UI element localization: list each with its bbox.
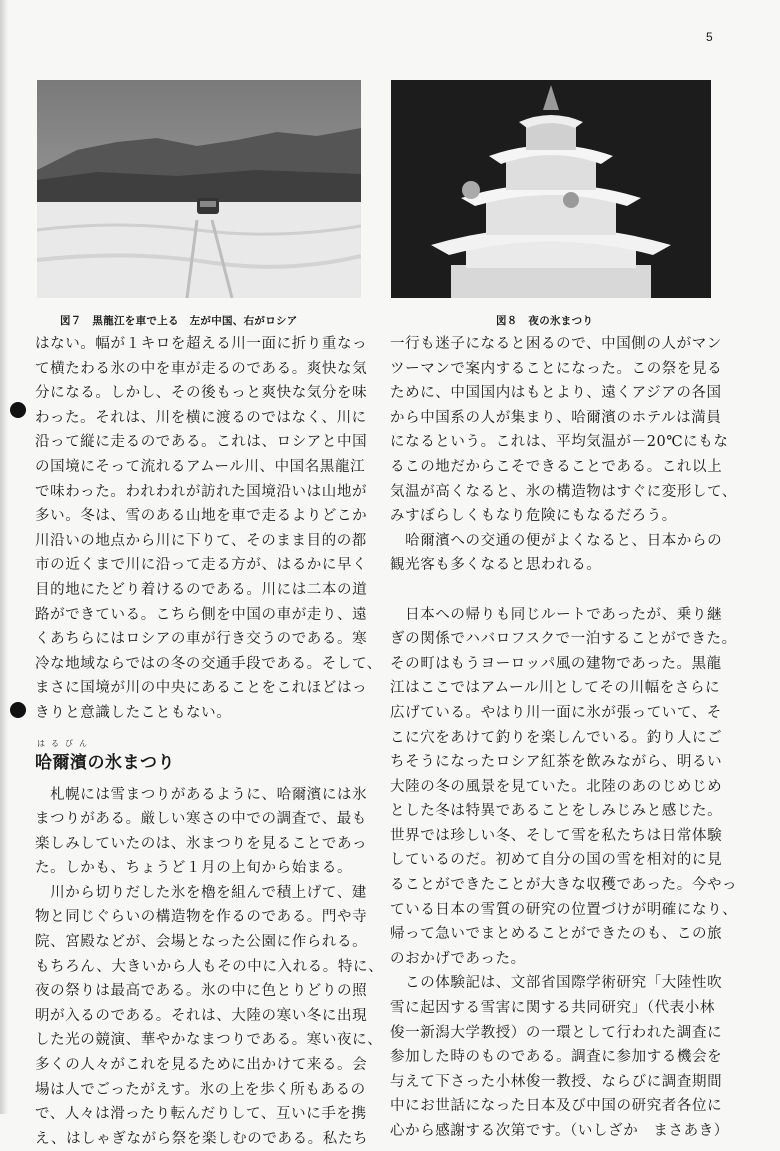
text-line: 観光客も多くなると思われる。: [390, 557, 602, 574]
text-line: のおかげであった。: [390, 950, 526, 967]
text-line: 物と同じぐらいの構造物を作るのである。門や寺: [35, 909, 368, 926]
text-line: 帰って急いでまとめることができたのも、この旅: [390, 926, 723, 943]
text-line: 多い。冬は、雪のある山地を車で走るよりどこか: [35, 508, 368, 525]
text-line: え、はしゃぎながら祭を楽しむのである。私たち: [35, 1130, 369, 1147]
text-line: になるという。これは、平均気温が－20℃にもな: [390, 434, 729, 451]
text-line: ために、中国国内はもとより、遠くアジアの各国: [390, 385, 722, 402]
text-line: るこの地だからこそできることである。これ以上: [390, 458, 723, 475]
text-line: 楽しみしていたのは、氷まつりを見ることであっ: [35, 835, 368, 852]
text-line: 与えて下さった小林俊一教授、ならびに調査期間: [390, 1073, 723, 1090]
text-line: 哈爾濱への交通の便がよくなると、日本からの: [390, 532, 723, 549]
text-line: 札幌には雪まつりがあるように、哈爾濱には氷: [35, 786, 368, 803]
text-line: 中にお世話になった日本及び中国の研究者各位に: [390, 1098, 723, 1115]
paragraph-gap: [390, 578, 716, 603]
figure-7-photo: [37, 80, 361, 298]
text-line: 世界では珍しい冬、そして雪を私たちは日常体験: [390, 827, 723, 844]
text-line: ツーマンで案内することになった。この祭を見る: [390, 360, 723, 377]
text-line: 分になる。しかし、その後もっと爽快な気分を味: [35, 385, 368, 402]
text-line: 多くの人々がこれを見るために出かけて来る。会: [35, 1057, 368, 1074]
text-line: 冷な地域ならではの冬の交通手段である。そして、: [35, 655, 382, 672]
text-line: 川から切りだした氷を櫓を組んで積上げて、建: [35, 884, 367, 901]
text-line: まさに国境が川の中央にあることをこれほどはっ: [35, 680, 368, 697]
text-line: 俊一新潟大学教授）の一環として行われた調査に: [390, 1024, 723, 1041]
text-line: はない。幅が１キロを超える川一面に折り重なっ: [35, 336, 368, 352]
text-line: この体験記は、文部省国際学術研究「大陸性吹: [390, 975, 723, 992]
text-line: した光の競演、華やかなまつりである。寒い夜に、: [35, 1032, 383, 1049]
left-column: [35, 332, 384, 1151]
text-line: 一行も迷子になると困るので、中国側の人がマン: [390, 336, 722, 352]
figure-7-caption: 図７ 黒龍江を車で上る 左が中国、右がロシア: [60, 315, 298, 327]
text-line: て横たわる氷の中を車が走るのである。爽快な気: [35, 360, 368, 377]
text-line: ている日本の雪質の研究の位置づけが明確になり、: [390, 901, 738, 918]
figure-8-caption: 図８ 夜の氷まつり: [496, 315, 594, 327]
section-heading: 哈爾濱の氷まつり: [35, 752, 175, 772]
text-line: 明が入るのである。それは、大陸の寒い冬に出現: [35, 1007, 368, 1024]
text-line: 江はここではアムール川としてその川幅をさらに: [390, 680, 721, 697]
text-line: 広げている。やはり川一面に氷が張っていて、そ: [390, 704, 722, 721]
text-line: 気温が高くなると、氷の構造物はすぐに変形して、: [390, 483, 738, 500]
text-line: ちそうになったロシア紅茶を飲みながら、明るい: [390, 754, 723, 771]
section-heading-block: [35, 734, 361, 783]
page-number: 5: [706, 30, 713, 44]
text-line: くあちらにはロシアの車が行き交うのである。寒: [35, 631, 368, 648]
right-column: [390, 332, 738, 1144]
text-line: 川沿いの地点から川に下りて、そのまま目的の都: [35, 532, 367, 549]
text-line: きりと意識したこともない。: [35, 704, 232, 721]
text-line: ることができたことが大きな収穫であった。今やっ: [390, 877, 738, 894]
text-line: 日本への帰りも同じルートであったが、乗り継: [390, 606, 723, 623]
text-line: 院、宮殿などが、会場となった公園に作られる。: [35, 934, 368, 951]
heading-ruby: はるびん: [37, 738, 93, 748]
text-line: こに穴をあけて釣りを楽しんでいる。釣り人にご: [390, 729, 723, 746]
text-line: まつりがある。厳しい寒さの中での調査で、最も: [35, 811, 367, 828]
text-line: た。しかも、ちょうど１月の上旬から始まる。: [35, 860, 353, 877]
page-spine-shadow: [0, 0, 8, 1114]
text-line: 大陸の冬の風景を見ていた。北陸のあのじめじめ: [390, 778, 723, 795]
text-line: しているのだ。初めて自分の国の雪を相対的に見: [390, 852, 723, 869]
text-line: とした冬は特異であることをしみじみと感じた。: [390, 803, 723, 820]
text-line: その町はもうヨーロッパ風の建物であった。黒龍: [390, 655, 722, 672]
text-line: の国境にそって流れるアムール川、中国名黒龍江: [35, 458, 366, 475]
text-line: 夜の祭りは最高である。氷の中に色とりどりの照: [35, 983, 368, 1000]
margin-bullet-marker: [10, 402, 26, 418]
text-line: もちろん、大きいから人もその中に入れる。特に、: [35, 958, 384, 975]
text-line: 参加した時のものである。調査に参加する機会を: [390, 1049, 723, 1066]
text-line: で、人々は滑ったり転んだりして、互いに手を携: [35, 1106, 367, 1123]
text-line: 路ができている。こちら側を中国の車が走り、遠: [35, 606, 368, 623]
text-line: 目的地にたどり着けるのである。川には二本の道: [35, 581, 368, 598]
text-line: で味わった。われわれが訪れた国境沿いは山地が: [35, 483, 368, 500]
margin-bullet-marker: [10, 702, 26, 718]
text-line: 心から感謝する次第です。（いしざか まさあき）: [390, 1123, 729, 1139]
text-line: 雪に起因する雪害に関する共同研究」（代表小林: [390, 1000, 715, 1017]
text-line: ぎの関係でハバロフスクで一泊することができた。: [390, 631, 737, 648]
text-line: 市の近くまで川に沿って走る方が、はるかに早く: [35, 557, 368, 574]
text-line: わった。それは、川を横に渡るのではなく、川に: [35, 409, 367, 426]
text-line: 沿って縦に走るのである。これは、ロシアと中国: [35, 434, 368, 451]
text-line: 場は人でごったがえす。氷の上を歩く所もあるの: [35, 1081, 366, 1098]
text-line: みすぼらしくもなり危険にもなるだろう。: [390, 508, 677, 525]
figure-8-photo: [391, 80, 711, 298]
text-line: から中国系の人が集まり、哈爾濱のホテルは満員: [390, 409, 722, 426]
